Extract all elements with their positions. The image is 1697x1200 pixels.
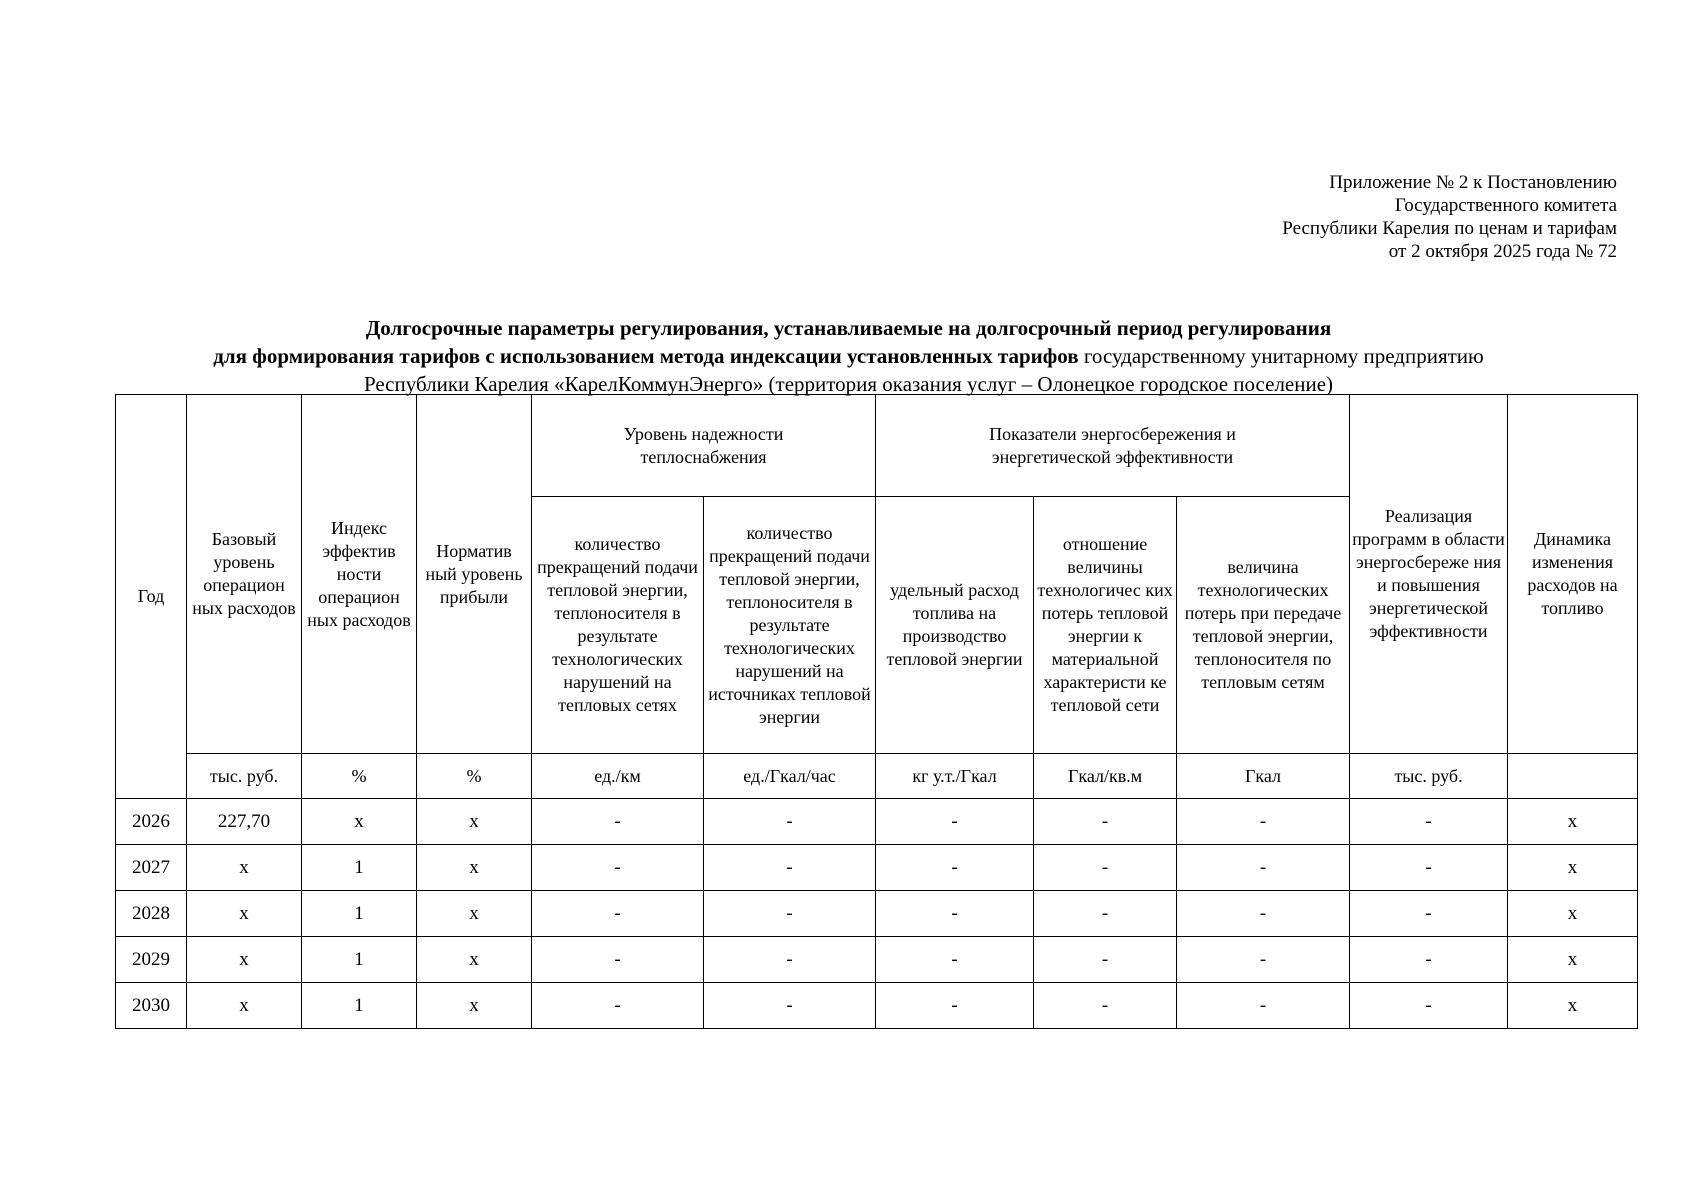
approval-line-2: Государственного комитета xyxy=(1394,195,1617,216)
table-cell: - xyxy=(876,937,1034,983)
header-programs: Реализация программ в области энергосбереже ния и повышения энергетической эффективности xyxy=(1350,395,1508,754)
title-line-3: Республики Карелия «КарелКоммунЭнерго» (территория оказания услуг – Олонецкое городское поселение) xyxy=(363,372,1334,396)
header-loss-ratio: отношение величины технологичес ких потерь тепловой энергии к материальной характеристи ке тепловой сети xyxy=(1034,497,1177,754)
header-loss-value: величина технологических потерь при передаче тепловой энергии, теплоносителя по тепловым сетям xyxy=(1177,497,1350,754)
table-cell: х xyxy=(187,937,302,983)
unit-cell: кг у.т./Гкал xyxy=(876,754,1034,799)
table-row xyxy=(116,937,1638,983)
year-cell: 2027 xyxy=(116,845,187,891)
header-fuel-dynamics: Динамика изменения расходов на топливо xyxy=(1508,395,1638,754)
header-energy-group: Показатели энергосбережения и энергетической эффективности xyxy=(876,395,1350,497)
approval-line-1: Приложение № 2 к Постановлению xyxy=(1329,172,1617,193)
header-profit-norm: Норматив ный уровень прибыли xyxy=(417,395,532,754)
table-cell: х xyxy=(1508,799,1638,845)
table-cell: - xyxy=(704,799,876,845)
data-rows xyxy=(116,799,1638,1029)
table-row xyxy=(116,845,1638,891)
approval-line-3: Республики Карелия по ценам и тарифам xyxy=(1282,218,1617,239)
table-cell: - xyxy=(1177,937,1350,983)
unit-cell: Гкал/кв.м xyxy=(1034,754,1177,799)
header-outages-sources: количество прекращений подачи тепловой энергии, теплоносителя в результате технологических нарушений на источниках тепловой энергии xyxy=(704,497,876,754)
table-cell: - xyxy=(1350,891,1508,937)
table-row xyxy=(116,799,1638,845)
unit-cell: ед./км xyxy=(532,754,704,799)
table-cell: - xyxy=(1034,983,1177,1029)
table-row xyxy=(116,891,1638,937)
unit-cell: тыс. руб. xyxy=(1350,754,1508,799)
unit-cell: ед./Гкал/час xyxy=(704,754,876,799)
title-line-1 xyxy=(0,314,1697,342)
table-cell: - xyxy=(532,845,704,891)
table-cell: - xyxy=(532,891,704,937)
table-cell: - xyxy=(704,937,876,983)
header-outages-networks: количество прекращений подачи тепловой энергии, теплоносителя в результате технологических нарушений на тепловых сетях xyxy=(532,497,704,754)
approval-line-4: от 2 октября 2025 года № 72 xyxy=(1388,241,1617,262)
table-cell: - xyxy=(532,983,704,1029)
year-cell: 2030 xyxy=(116,983,187,1029)
table-cell: - xyxy=(1177,983,1350,1029)
table-cell: - xyxy=(1034,845,1177,891)
table-cell: - xyxy=(1350,799,1508,845)
table-cell: х xyxy=(417,799,532,845)
table-row xyxy=(116,983,1638,1029)
table-cell: - xyxy=(1034,799,1177,845)
document-title xyxy=(0,314,1697,398)
table-cell: - xyxy=(1034,891,1177,937)
table-cell: 1 xyxy=(302,937,417,983)
title-line-1-bold: Долгосрочные параметры регулирования, устанавливаемые на долгосрочный период регулирования xyxy=(365,316,1332,340)
unit-cell: Гкал xyxy=(1177,754,1350,799)
table-cell: х xyxy=(1508,891,1638,937)
header-base-opex: Базовый уровень операцион ных расходов xyxy=(187,395,302,754)
table-cell: х xyxy=(417,891,532,937)
header-efficiency-index: Индекс эффектив ности операцион ных расходов xyxy=(302,395,417,754)
year-cell: 2029 xyxy=(116,937,187,983)
table-cell: х xyxy=(417,845,532,891)
table-cell: 1 xyxy=(302,845,417,891)
table-cell: - xyxy=(532,799,704,845)
table-cell: х xyxy=(302,799,417,845)
table-cell: х xyxy=(417,937,532,983)
title-line-2-regular: государственному унитарному предприятию xyxy=(1078,344,1484,368)
unit-cell: % xyxy=(302,754,417,799)
table-cell: 1 xyxy=(302,983,417,1029)
table-cell: - xyxy=(704,845,876,891)
table-cell: х xyxy=(187,845,302,891)
table-cell: - xyxy=(876,845,1034,891)
year-cell: 2028 xyxy=(116,891,187,937)
title-line-2 xyxy=(0,342,1697,370)
approval-block xyxy=(1282,171,1617,263)
table-cell: - xyxy=(1034,937,1177,983)
header-row-groups xyxy=(116,395,1638,497)
table-cell: 227,70 xyxy=(187,799,302,845)
table-cell: 1 xyxy=(302,891,417,937)
table-cell: х xyxy=(1508,845,1638,891)
table-cell: - xyxy=(1177,891,1350,937)
units-row xyxy=(116,754,1638,799)
year-cell: 2026 xyxy=(116,799,187,845)
table-cell: - xyxy=(876,891,1034,937)
table-cell: - xyxy=(704,983,876,1029)
title-line-2-bold: для формирования тарифов с использованием метода индексации установленных тарифов xyxy=(213,344,1079,368)
table-cell: - xyxy=(532,937,704,983)
table-cell: - xyxy=(1350,845,1508,891)
table-cell: - xyxy=(1177,845,1350,891)
table-cell: - xyxy=(1177,799,1350,845)
header-reliability-group: Уровень надежности теплоснабжения xyxy=(532,395,876,497)
table-cell: - xyxy=(876,983,1034,1029)
table-cell: - xyxy=(876,799,1034,845)
parameters-table xyxy=(115,394,1638,1029)
table-cell: - xyxy=(704,891,876,937)
unit-cell xyxy=(1508,754,1638,799)
unit-cell: % xyxy=(417,754,532,799)
table-cell: - xyxy=(1350,983,1508,1029)
table-cell: х xyxy=(417,983,532,1029)
table-cell: х xyxy=(187,983,302,1029)
table-cell: х xyxy=(187,891,302,937)
header-fuel-rate: удельный расход топлива на производство тепловой энергии xyxy=(876,497,1034,754)
table-cell: - xyxy=(1350,937,1508,983)
table-cell: х xyxy=(1508,983,1638,1029)
table-cell: х xyxy=(1508,937,1638,983)
header-year: Год xyxy=(116,395,187,799)
unit-cell: тыс. руб. xyxy=(187,754,302,799)
